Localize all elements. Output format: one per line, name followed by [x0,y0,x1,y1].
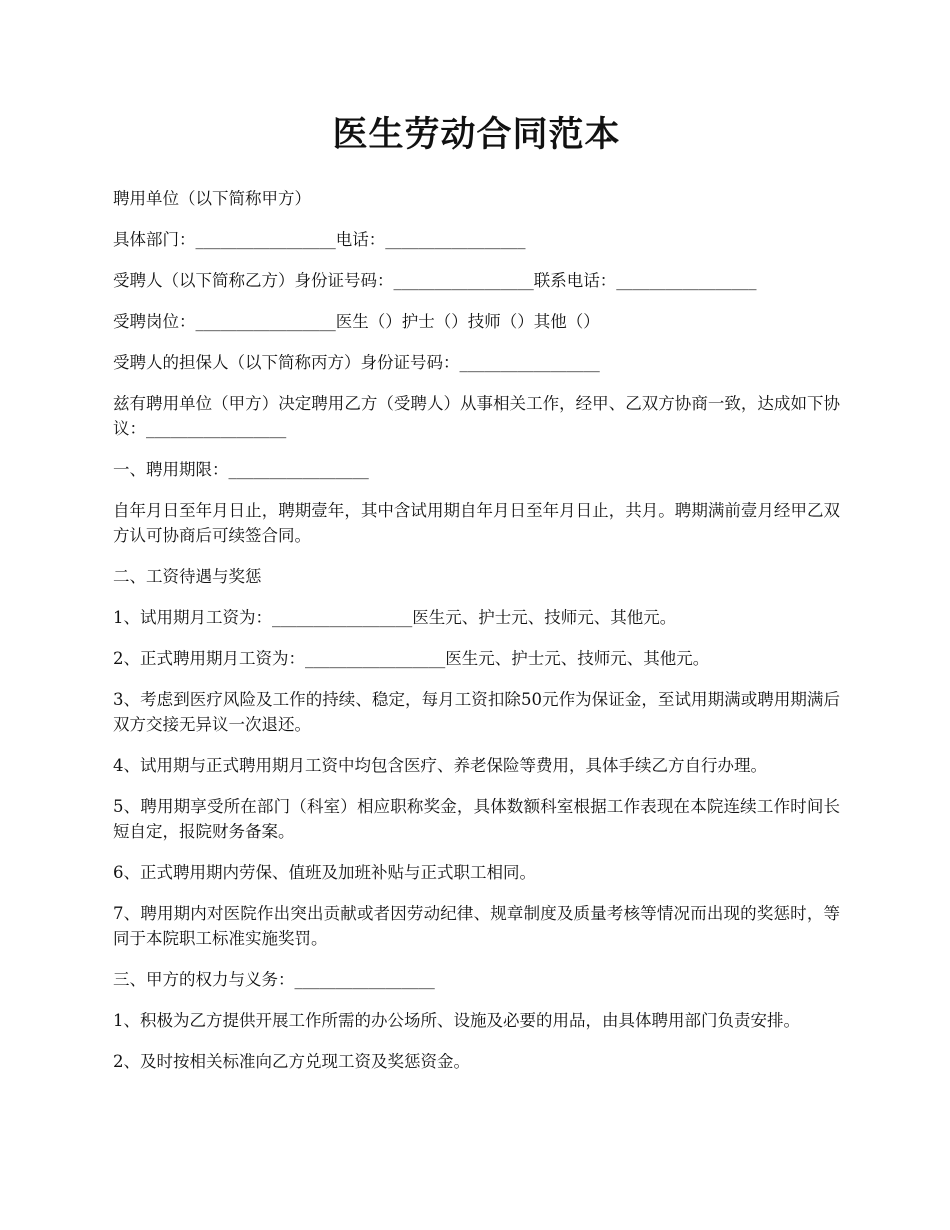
paragraph-guarantor: 受聘人的担保人（以下简称丙方）身份证号码：_________________ [113,353,600,372]
paragraph-term-detail: 自年月日至年月日止，聘期壹年，其中含试用期自年月日至年月日止，共月。聘期满前壹月经甲乙双方认可协商后可续签合同。 [113,501,840,545]
paragraph-position: 受聘岗位：_________________医生（）护士（）技师（）其他（） [113,312,600,331]
paragraph-employee-id: 受聘人（以下简称乙方）身份证号码：_________________联系电话：_________________ [113,271,757,290]
clause-item: 3、考虑到医疗风险及工作的持续、稳定，每月工资扣除50元作为保证金，至试用期满或聘用期满后双方交接无异议一次退还。 [113,690,840,734]
section-heading-employer-rights: 三、甲方的权力与义务：_________________ [113,970,435,989]
clause-item: 4、试用期与正式聘用期月工资中均包含医疗、养老保险等费用，具体手续乙方自行办理。 [113,756,767,775]
section-heading-term: 一、聘用期限：_________________ [113,460,369,479]
paragraph-agreement-intro: 兹有聘用单位（甲方）决定聘用乙方（受聘人）从事相关工作，经甲、乙双方协商一致，达成如下协议：_________________ [113,394,840,438]
clause-item: 2、正式聘用期月工资为：_________________医生元、护士元、技师元、其他元。 [113,649,710,668]
clause-item: 7、聘用期内对医院作出突出贡献或者因劳动纪律、规章制度及质量考核等情况而出现的奖惩时，等同于本院职工标准实施奖罚。 [113,904,840,948]
paragraph-employer: 聘用单位（以下简称甲方） [113,189,311,208]
clause-item: 6、正式聘用期内劳保、值班及加班补贴与正式职工相同。 [113,863,536,882]
clause-item: 2、及时按相关标准向乙方兑现工资及奖惩资金。 [113,1052,470,1071]
document-title: 医生劳动合同范本 [332,114,621,155]
clause-item: 1、试用期月工资为：_________________医生元、护士元、技师元、其他元。 [113,608,677,627]
paragraph-department-phone: 具体部门：_________________电话：_________________ [113,230,526,249]
clause-item: 5、聘用期享受所在部门（科室）相应职称奖金，具体数额科室根据工作表现在本院连续工作时间长短自定，报院财务备案。 [113,797,840,841]
clause-item: 1、积极为乙方提供开展工作所需的办公场所、设施及必要的用品，由具体聘用部门负责安排。 [113,1011,800,1030]
section-heading-salary: 二、工资待遇与奖惩 [113,567,262,586]
